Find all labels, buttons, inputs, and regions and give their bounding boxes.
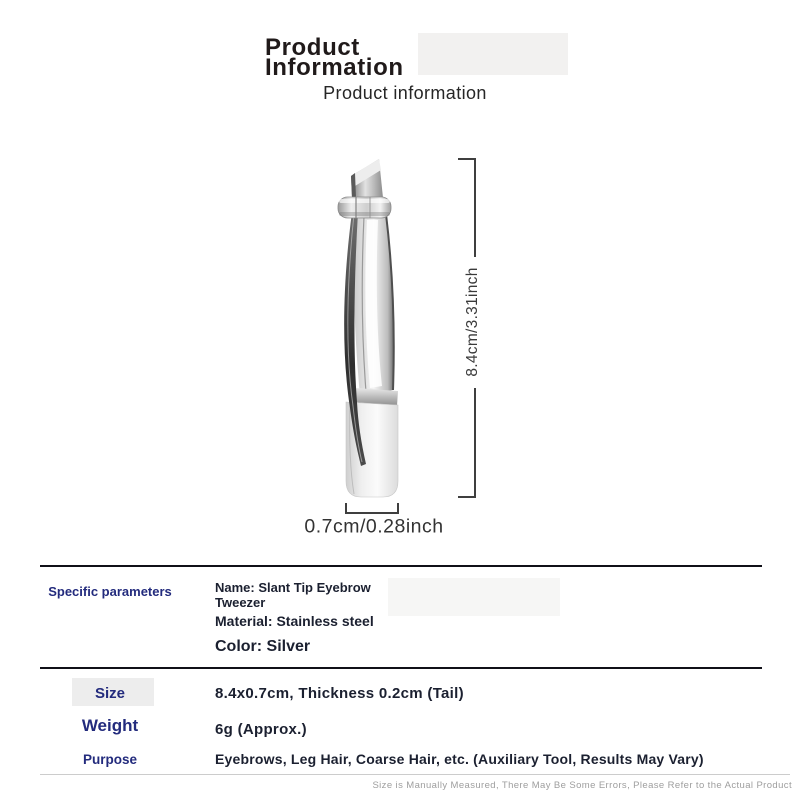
footer-disclaimer: Size is Manually Measured, There May Be Some Errors, Please Refer to the Actual Product — [372, 780, 792, 791]
height-dimension-line — [474, 159, 476, 257]
row-label-purpose: Purpose — [82, 752, 137, 767]
page-title-line1: Product — [265, 34, 360, 61]
height-dimension-cap — [458, 496, 476, 498]
page-title-line2: Information — [265, 54, 404, 81]
spec-color-value: Color: Silver — [215, 638, 311, 655]
height-dimension-cap — [458, 158, 476, 160]
highlight-box — [418, 33, 568, 75]
slant-tweezer-illustration — [330, 150, 410, 510]
width-dimension-line — [345, 512, 399, 514]
table-divider — [40, 667, 762, 669]
row-label-weight: Weight — [81, 716, 139, 735]
table-divider — [40, 774, 790, 775]
table-divider — [40, 565, 762, 567]
spec-material-value: Material: Stainless steel — [215, 613, 374, 629]
row-value-size: 8.4x0.7cm, Thickness 0.2cm (Tail) — [215, 685, 464, 702]
row-value-weight: 6g (Approx.) — [215, 721, 307, 738]
row-label-size: Size — [94, 685, 125, 702]
height-dimension-line — [474, 388, 476, 498]
page-title — [265, 34, 404, 81]
highlight-box — [388, 578, 560, 616]
width-dimension-label: 0.7cm/0.28inch — [304, 515, 444, 538]
spec-name-value: Name: Slant Tip Eyebrow Tweezer — [215, 580, 371, 610]
row-value-purpose: Eyebrows, Leg Hair, Coarse Hair, etc. (Auxiliary Tool, Results May Vary) — [215, 751, 704, 767]
height-dimension-label: 8.4cm/3.31inch — [464, 267, 481, 377]
page-subtitle: Product information — [323, 83, 487, 103]
row-label-specific-parameters: Specific parameters — [48, 584, 172, 599]
